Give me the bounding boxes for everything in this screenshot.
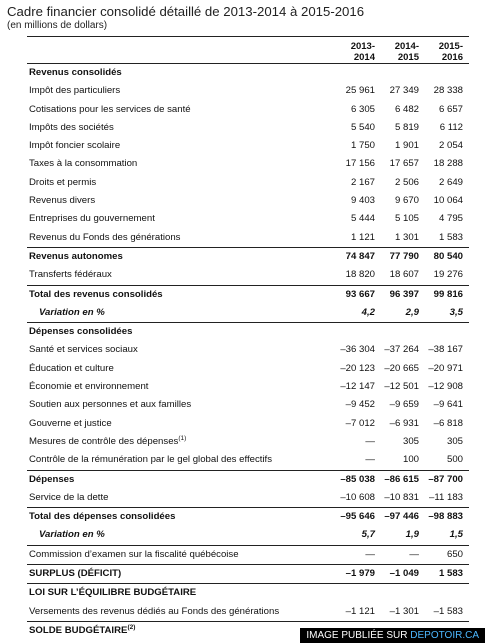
table-row: Transferts fédéraux 18 820 18 607 19 276	[27, 266, 469, 285]
section-heading-expenditures: Dépenses consolidées	[29, 326, 133, 338]
table-row: Impôts des sociétés 5 540 5 819 6 112	[29, 121, 463, 133]
financial-table	[27, 36, 469, 640]
table-row: Versements des revenus dédiés au Fonds des générations –1 121 –1 301 –1 583	[27, 603, 469, 622]
table-header	[27, 37, 469, 63]
section-heading-balanced-budget-act: LOI SUR L’ÉQUILIBRE BUDGÉTAIRE	[29, 587, 197, 599]
footnote-marker: (1)	[178, 434, 187, 442]
table-row: Soutien aux personnes et aux familles –9 452 –9 659 –9 641	[29, 399, 463, 411]
table-row: Revenus du Fonds des générations 1 121 1 301 1 583	[27, 229, 469, 248]
watermark-brand: DEPOTOIR.CA	[410, 630, 479, 641]
table-row: Santé et services sociaux –36 304 –37 264 –38 167	[29, 344, 463, 356]
table-row: Impôt foncier scolaire 1 750 1 901 2 054	[29, 140, 463, 152]
section-heading-revenues: Revenus consolidés	[29, 67, 122, 78]
table-row: Contrôle de la rémunération par le gel global des effectifs — 100 500	[27, 451, 469, 470]
table-row: Droits et permis 2 167 2 506 2 649	[29, 176, 463, 188]
table-row: Service de la dette –10 608 –10 831 –11 183	[27, 489, 469, 508]
budgetary-balance-row: SOLDE BUDGÉTAIRE$^{(2)}$	[29, 623, 136, 636]
table-row: Commission d’examen sur la fiscalité québécoise — — 650	[27, 546, 469, 565]
table-row: Impôt des particuliers 25 961 27 349 28 338	[29, 85, 463, 97]
table-title: Cadre financier consolidé détaillé de 2013-2014 à 2015-2016	[7, 4, 365, 19]
table-row: Taxes à la consommation 17 156 17 657 18 288	[29, 158, 463, 170]
variation-row-revenues: Variation en % 4,2 2,9 3,5	[27, 304, 469, 323]
table-row: Éducation et culture –20 123 –20 665 –20 971	[29, 362, 463, 374]
column-header-2014-2015: 2014- 2015	[394, 41, 419, 63]
column-header-2013-2014: 2013- 2014	[350, 41, 375, 63]
table-row: Revenus divers 9 403 9 670 10 064	[29, 195, 463, 207]
table-row: Mesures de contrôle des dépenses$^{(1)}$ — 305 305	[29, 434, 463, 447]
total-row-consolidated-revenues: Total des revenus consolidés 93 667 96 397 99 816	[29, 288, 463, 300]
table-row: Gouverne et justice –7 012 –6 931 –6 818	[29, 417, 463, 429]
table-row: Économie et environnement –12 147 –12 501 –12 908	[29, 381, 463, 393]
table-row: Cotisations pour les services de santé 6 305 6 482 6 657	[29, 103, 463, 115]
footnote-marker: (2)	[127, 623, 136, 631]
surplus-deficit-row: SURPLUS (DÉFICIT) –1 979 –1 049 1 583	[27, 565, 469, 584]
table-row: Entreprises du gouvernement 5 444 5 105 4 795	[29, 213, 463, 225]
column-header-2015-2016: 2015- 2016	[438, 41, 463, 63]
total-row-consolidated-expenditures: Total des dépenses consolidées –95 646 –97 446 –98 883	[29, 511, 463, 523]
table-subtitle: (en millions de dollars)	[7, 20, 108, 31]
subtotal-row-expenditures: Dépenses –85 038 –86 615 –87 700	[29, 473, 463, 485]
watermark-banner: IMAGE PUBLIÉE SUR DEPOTOIR.CA	[300, 628, 485, 643]
subtotal-row-own-source-revenues: Revenus autonomes 74 847 77 790 80 540	[29, 250, 463, 262]
variation-row-expenditures: Variation en % 5,7 1,9 1,5	[27, 526, 469, 545]
